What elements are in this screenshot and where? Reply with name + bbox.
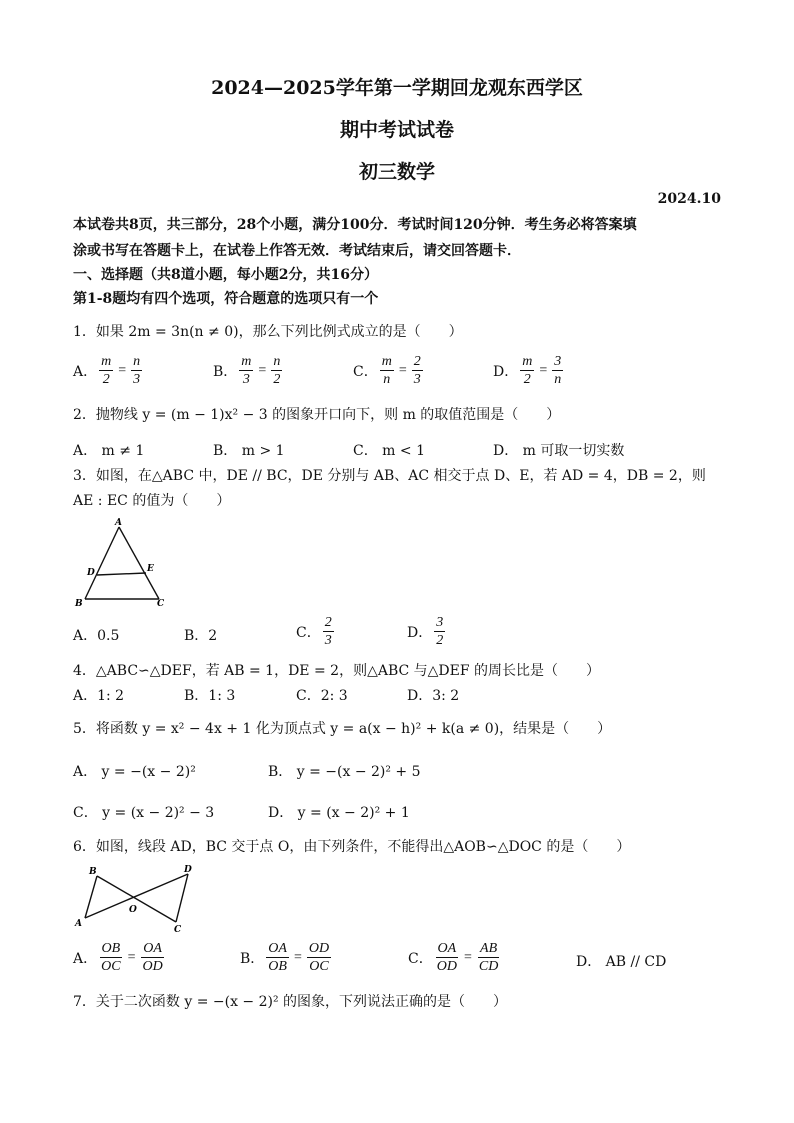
q4-option-a[interactable]: A．1: 2 bbox=[73, 688, 125, 704]
q2-option-b[interactable]: B． m > 1 bbox=[213, 443, 285, 459]
denominator: OB bbox=[268, 959, 287, 974]
label-d: D bbox=[87, 568, 95, 578]
label-b: B bbox=[75, 599, 83, 609]
q3-option-a[interactable]: A．0.5 bbox=[73, 628, 120, 644]
label-a: A bbox=[75, 919, 82, 929]
denominator: OD bbox=[436, 959, 457, 974]
option-label: D． bbox=[407, 624, 433, 641]
label-a: A bbox=[115, 518, 122, 528]
numerator: OA bbox=[437, 941, 457, 956]
q1-option-c[interactable]: C． $\frac{m}{n}$ = $\frac{2}{3}$ bbox=[353, 354, 421, 387]
denominator: OC bbox=[101, 959, 121, 974]
option-label: D． bbox=[493, 363, 519, 380]
option-label: A． bbox=[73, 950, 98, 967]
section-heading: 一、选择题（共8道小题，每小题2分，共16分） bbox=[73, 267, 378, 283]
side-ac bbox=[119, 527, 159, 599]
segment-de bbox=[97, 573, 146, 575]
exam-title-line1: 2024—2025学年第一学期回龙观东西学区 bbox=[211, 77, 583, 99]
q5-stem: 5．将函数 y = x² − 4x + 1 化为顶点式 y = a(x − h)² + k(a ≠ 0)，结果是（ ） bbox=[73, 721, 612, 737]
denominator: n bbox=[554, 372, 562, 387]
q3-option-d[interactable] bbox=[407, 614, 447, 649]
numerator: 2 bbox=[324, 615, 332, 630]
label-d: D bbox=[184, 865, 192, 875]
q4-option-c[interactable]: C．2: 3 bbox=[296, 688, 348, 704]
q5-option-d[interactable]: D． y = (x − 2)² + 1 bbox=[268, 805, 410, 821]
q2-option-a[interactable]: A． m ≠ 1 bbox=[73, 443, 145, 459]
numerator: OD bbox=[308, 941, 330, 956]
label-o: O bbox=[129, 905, 137, 915]
numerator: m bbox=[522, 354, 533, 369]
q2-option-c[interactable]: C． m < 1 bbox=[353, 443, 425, 459]
q4-option-d[interactable]: D．3: 2 bbox=[407, 688, 460, 704]
numerator: 2 bbox=[413, 354, 421, 369]
denominator: n bbox=[383, 372, 391, 387]
q6-option-b[interactable]: B． $\frac{OA}{OB}$ = $\frac{OD}{OC}$ bbox=[240, 941, 330, 974]
denominator: 2 bbox=[523, 372, 531, 387]
numerator: OA bbox=[143, 941, 162, 956]
denominator: 2 bbox=[102, 372, 110, 387]
segment-ab bbox=[85, 876, 97, 918]
q2-stem: 2．抛物线 y = (m − 1)x² − 3 的图象开口向下，则 m 的取值范围是（ ） bbox=[73, 407, 561, 423]
q1-option-a[interactable]: A． $\frac{m}{2}$ = $\frac{n}{3}$ bbox=[73, 354, 141, 387]
q4-stem: 4．△ABC∽△DEF，若 AB = 1，DE = 2，则△ABC 与△DEF 的周长比是（ ） bbox=[73, 663, 601, 679]
numerator: m bbox=[241, 354, 252, 369]
numerator: n bbox=[133, 354, 141, 369]
q3-triangle-figure bbox=[73, 515, 173, 610]
exam-title-line2: 期中考试试卷 bbox=[339, 119, 454, 141]
numerator: OA bbox=[268, 941, 287, 956]
intro-line2: 涂或书写在答题卡上，在试卷上作答无效．考试结束后，请交回答题卡． bbox=[73, 243, 521, 259]
label-b: B bbox=[89, 867, 97, 877]
label-c: C bbox=[174, 925, 182, 934]
exam-date: 2024.10 bbox=[657, 191, 721, 207]
q2-option-d[interactable]: D． m 可取一切实数 bbox=[493, 443, 625, 459]
denominator: 3 bbox=[413, 372, 421, 387]
option-label: C． bbox=[408, 950, 433, 967]
option-label: A． bbox=[73, 363, 98, 380]
denominator: 2 bbox=[273, 372, 281, 387]
option-label: B． bbox=[213, 363, 238, 380]
denominator: 3 bbox=[242, 372, 250, 387]
segment-bc bbox=[97, 876, 176, 922]
q5-option-b[interactable]: B． y = −(x − 2)² + 5 bbox=[268, 764, 421, 780]
numerator: 3 bbox=[554, 354, 562, 369]
section-note: 第1-8题均有四个选项，符合题意的选项只有一个 bbox=[73, 291, 379, 307]
intro-line1: 本试卷共8页，共三部分，28个小题，满分100分．考试时间120分钟．考生务必将答案填 bbox=[73, 217, 637, 233]
q1-stem: 1．如果 2m = 3n(n ≠ 0)，那么下列比例式成立的是（ ） bbox=[73, 324, 463, 340]
q1-option-b[interactable]: B． $\frac{m}{3}$ = $\frac{n}{2}$ bbox=[213, 354, 281, 387]
denominator: OC bbox=[309, 959, 329, 974]
denominator: CD bbox=[478, 959, 499, 974]
denominator: 3 bbox=[133, 372, 141, 387]
denominator: OD bbox=[142, 959, 163, 974]
q6-option-a[interactable]: A． $\frac{OB}{OC}$ = $\frac{OA}{OD}$ bbox=[73, 941, 163, 974]
q6-option-d[interactable]: D． AB // CD bbox=[576, 954, 667, 970]
numerator: m bbox=[381, 354, 392, 369]
q4-option-b[interactable]: B．1: 3 bbox=[184, 688, 236, 704]
q3-option-c[interactable] bbox=[296, 614, 336, 649]
numerator: 3 bbox=[436, 615, 444, 630]
denominator: 2 bbox=[436, 633, 444, 648]
q6-option-c[interactable]: C． $\frac{OA}{OD}$ = $\frac{AB}{CD}$ bbox=[408, 941, 499, 974]
numerator: n bbox=[273, 354, 281, 369]
option-label: C． bbox=[296, 624, 321, 641]
numerator: AB bbox=[480, 941, 498, 956]
numerator: m bbox=[101, 354, 112, 369]
q3-stem-line1: 3．如图，在△ABC 中，DE // BC，DE 分别与 AB、AC 相交于点 D、E，若 AD = 4，DB = 2，则 bbox=[73, 468, 706, 484]
q3-stem-line2: AE : EC 的值为（ ） bbox=[73, 493, 231, 509]
q5-option-a[interactable]: A． y = −(x − 2)² bbox=[73, 764, 196, 780]
q7-stem: 7．关于二次函数 y = −(x − 2)² 的图象，下列说法正确的是（ ） bbox=[73, 994, 508, 1010]
label-c: C bbox=[157, 599, 165, 609]
segment-cd bbox=[176, 874, 188, 922]
q3-option-b[interactable]: B．2 bbox=[184, 628, 218, 644]
option-label: B． bbox=[240, 950, 265, 967]
label-e: E bbox=[147, 564, 154, 574]
numerator: OB bbox=[101, 941, 121, 956]
q6-stem: 6．如图，线段 AD，BC 交于点 O，由下列条件，不能得出△AOB∽△DOC 的是（ ） bbox=[73, 839, 631, 855]
exam-title-line3: 初三数学 bbox=[358, 161, 435, 183]
denominator: 3 bbox=[324, 633, 332, 648]
q5-option-c[interactable]: C． y = (x − 2)² − 3 bbox=[73, 805, 215, 821]
side-ab bbox=[85, 527, 119, 599]
option-label: C． bbox=[353, 363, 378, 380]
q6-bowtie-figure bbox=[73, 862, 198, 934]
q1-option-d[interactable]: D． $\frac{m}{2}$ = $\frac{3}{n}$ bbox=[493, 354, 562, 387]
